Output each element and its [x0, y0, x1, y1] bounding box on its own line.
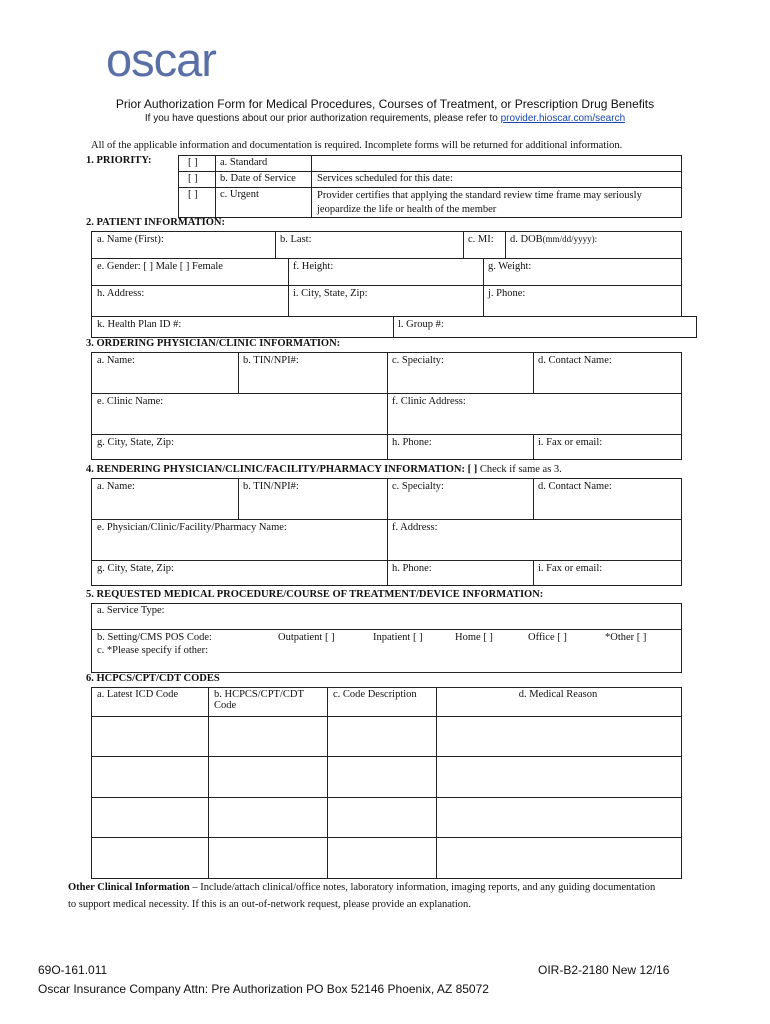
other-clinical-text-2: to support medical necessity. If this is an out-of-network request, please provide an explanation. [68, 898, 471, 910]
rendering-facility-name-field[interactable]: e. Physician/Clinic/Facility/Pharmacy Name: [97, 522, 287, 533]
rendering-name-field[interactable]: a. Name: [97, 481, 135, 492]
ordering-clinic-name-field[interactable]: e. Clinic Name: [97, 396, 164, 407]
outpatient-option[interactable]: Outpatient [ ] [278, 632, 335, 643]
specify-other-field[interactable]: c. *Please specify if other: [97, 645, 209, 656]
setting-pos-label: b. Setting/CMS POS Code: [97, 632, 212, 643]
inpatient-option[interactable]: Inpatient [ ] [373, 632, 423, 643]
form-title: Prior Authorization Form for Medical Procedures, Courses of Treatment, or Prescription Drug Benefits [115, 97, 655, 111]
rendering-contact-field[interactable]: d. Contact Name: [538, 481, 612, 492]
mailing-address: Oscar Insurance Company Attn: Pre Authorization PO Box 52146 Phoenix, AZ 85072 [38, 982, 489, 996]
health-plan-id-field[interactable]: k. Health Plan ID #: [97, 319, 182, 330]
patient-height-field[interactable]: f. Height: [293, 261, 334, 272]
intro-text: All of the applicable information and documentation is required. Incomplete forms will be returned for additional information. [91, 140, 623, 151]
priority-urgent-label: c. Urgent [220, 189, 259, 200]
ordering-city-field[interactable]: g. City, State, Zip: [97, 437, 174, 448]
ordering-fax-field[interactable]: i. Fax or email: [538, 437, 603, 448]
code-description-header: c. Code Description [333, 689, 417, 700]
hcpcs-header-line2: Code [214, 700, 237, 711]
priority-dos-checkbox[interactable]: [ ] [188, 173, 198, 184]
subtitle-text: If you have questions about our prior authorization requirements, please refer to [144, 113, 498, 124]
group-number-field[interactable]: l. Group #: [398, 319, 444, 330]
same-as-3-label: Check if same as 3. [479, 464, 562, 475]
ordering-contact-field[interactable]: d. Contact Name: [538, 355, 612, 366]
ordering-specialty-field[interactable]: c. Specialty: [392, 355, 444, 366]
ordering-phone-field[interactable]: h. Phone: [392, 437, 432, 448]
form-subtitle [0, 113, 770, 124]
priority-standard-checkbox[interactable]: [ ] [188, 157, 198, 168]
requested-heading: 5. REQUESTED MEDICAL PROCEDURE/COURSE OF TREATMENT/DEVICE INFORMATION: [86, 589, 544, 600]
form-code: OIR-B2-2180 New 12/16 [538, 963, 670, 977]
other-clinical-text-1: – Include/attach clinical/office notes, laboratory information, imaging reports, and any guiding documentation [189, 882, 656, 893]
plan-id-box [91, 316, 697, 338]
rendering-phone-field[interactable]: h. Phone: [392, 563, 432, 574]
dob-label: d. DOB [510, 234, 543, 245]
oscar-logo: oscar [106, 33, 216, 86]
patient-city-field[interactable]: i. City, State, Zip: [293, 288, 368, 299]
other-option[interactable]: *Other [ ] [605, 632, 647, 643]
dob-format: (mm/dd/yyyy): [542, 234, 598, 244]
rendering-city-field[interactable]: g. City, State, Zip: [97, 563, 174, 574]
patient-weight-field[interactable]: g. Weight: [488, 261, 532, 272]
icd-code-header: a. Latest ICD Code [97, 689, 179, 700]
priority-urgent-checkbox[interactable]: [ ] [188, 189, 198, 200]
rendering-heading-row [86, 464, 562, 475]
rendering-address-field[interactable]: f. Address: [392, 522, 438, 533]
ordering-clinic-address-field[interactable]: f. Clinic Address: [392, 396, 466, 407]
patient-last-name-field[interactable]: b. Last: [280, 234, 312, 245]
patient-first-name-field[interactable]: a. Name (First): [97, 234, 164, 245]
provider-search-link[interactable]: provider.hioscar.com/search [500, 113, 626, 124]
patient-phone-field[interactable]: j. Phone: [488, 288, 526, 299]
service-type-field[interactable]: a. Service Type: [97, 605, 165, 616]
form-id: 69O-161.011 [38, 963, 108, 977]
priority-heading: 1. PRIORITY: [86, 155, 152, 166]
other-clinical-info [68, 880, 718, 914]
rendering-fax-field[interactable]: i. Fax or email: [538, 563, 603, 574]
other-clinical-label: Other Clinical Information [68, 882, 190, 893]
hcpcs-code-header [214, 689, 304, 711]
urgent-certification-text: Provider certifies that applying the standard review time frame may seriously jeopardize the life or health of the member [317, 190, 642, 215]
codes-heading: 6. HCPCS/CPT/CDT CODES [86, 673, 220, 684]
patient-gender-field[interactable]: e. Gender: [ ] Male [ ] Female [97, 261, 223, 272]
ordering-name-field[interactable]: a. Name: [97, 355, 135, 366]
medical-reason-header: d. Medical Reason [518, 689, 598, 700]
same-as-3-checkbox[interactable]: [ ] [467, 464, 478, 475]
patient-heading: 2. PATIENT INFORMATION: [86, 217, 225, 228]
ordering-heading: 3. ORDERING PHYSICIAN/CLINIC INFORMATION: [86, 338, 341, 349]
patient-dob-field[interactable] [510, 234, 597, 245]
rendering-tin-field[interactable]: b. TIN/NPI#: [243, 481, 299, 492]
hcpcs-header-line1: b. HCPCS/CPT/CDT [214, 689, 304, 700]
rendering-heading: 4. RENDERING PHYSICIAN/CLINIC/FACILITY/PHARMACY INFORMATION: [86, 464, 465, 475]
scheduled-date-label: Services scheduled for this date: [317, 173, 453, 184]
office-option[interactable]: Office [ ] [528, 632, 567, 643]
home-option[interactable]: Home [ ] [455, 632, 493, 643]
priority-dos-label: b. Date of Service [220, 173, 296, 184]
rendering-specialty-field[interactable]: c. Specialty: [392, 481, 444, 492]
ordering-tin-field[interactable]: b. TIN/NPI#: [243, 355, 299, 366]
priority-standard-label: a. Standard [220, 157, 268, 168]
patient-mi-field[interactable]: c. MI: [468, 234, 494, 245]
patient-address-field[interactable]: h. Address: [97, 288, 145, 299]
